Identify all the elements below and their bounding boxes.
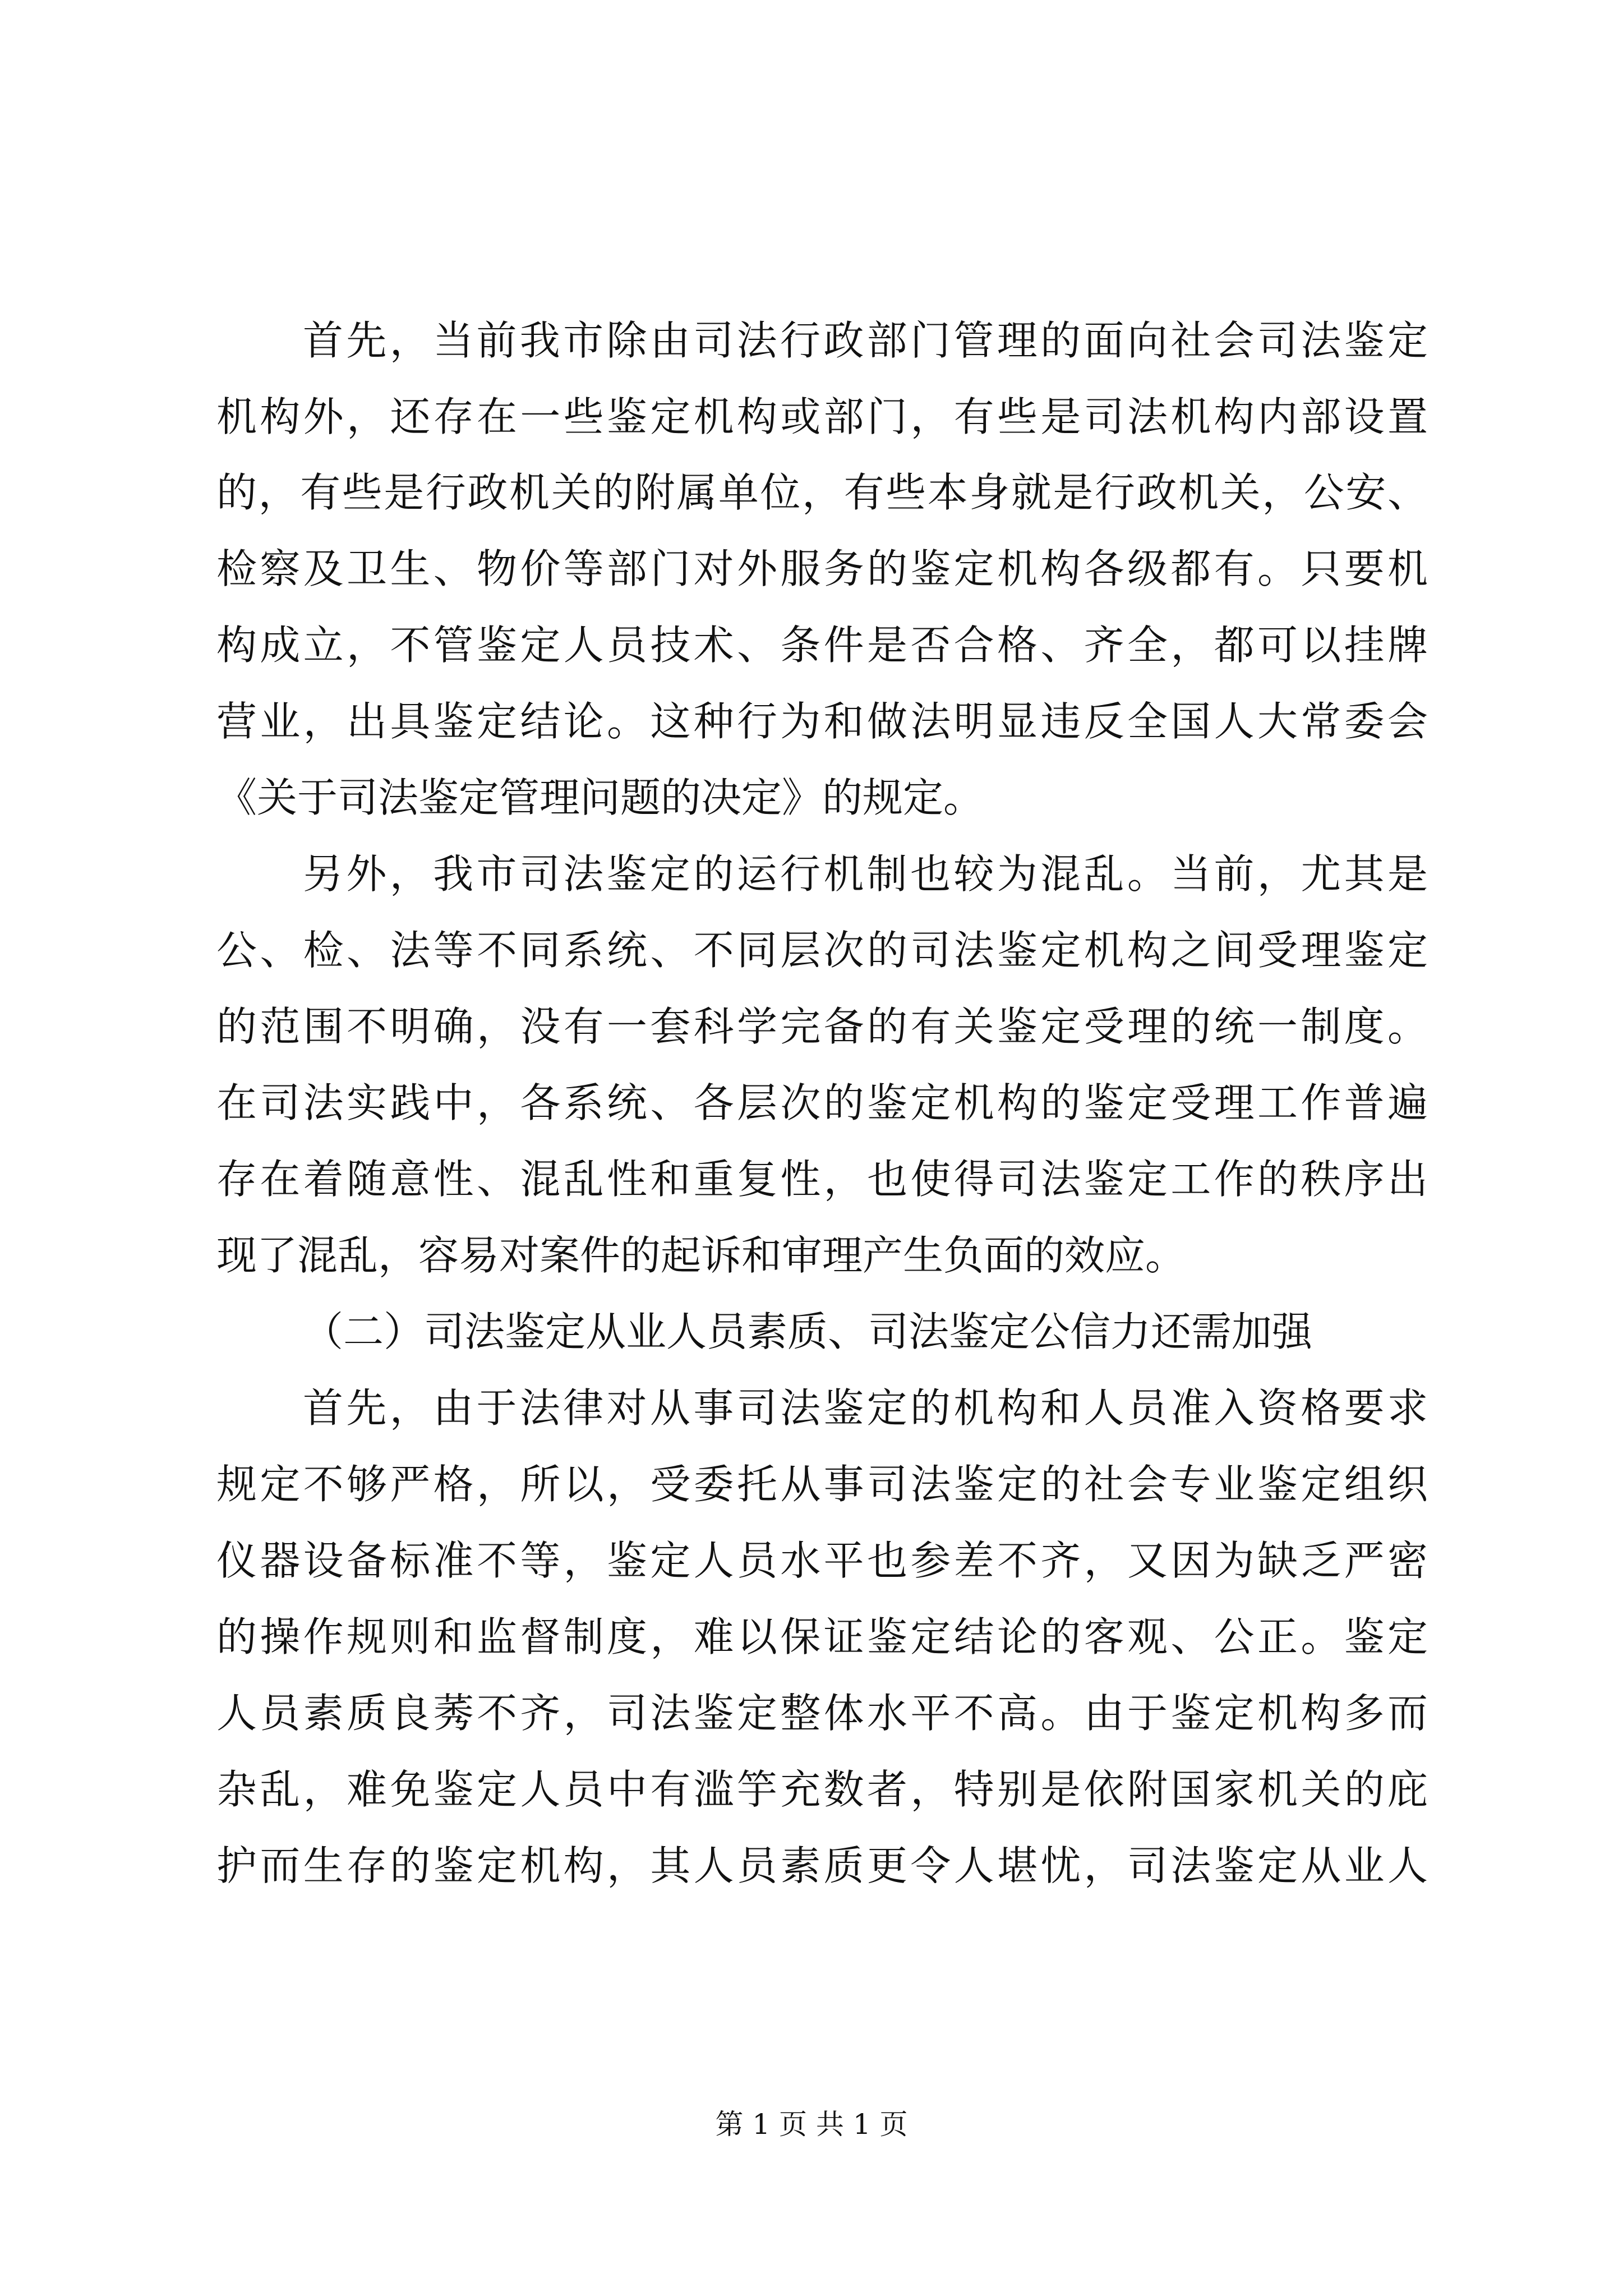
paragraph-1-line-4: 检察及卫生、物价等部门对外服务的鉴定机构各级都有。只要机: [216, 545, 1428, 592]
paragraph-2-line-2: 公、检、法等不同系统、不同层次的司法鉴定机构之间受理鉴定: [216, 927, 1428, 974]
paragraph-2-line-1: 另外，我市司法鉴定的运行机制也较为混乱。当前，尤其是: [303, 850, 1428, 898]
paragraph-3-line-3: 仪器设备标准不等，鉴定人员水平也参差不齐，又因为缺乏严密: [216, 1537, 1428, 1584]
paragraph-1-line-3: 的，有些是行政机关的附属单位，有些本身就是行政机关，公安、: [216, 469, 1428, 516]
paragraph-3-line-1: 首先，由于法律对从事司法鉴定的机构和人员准入资格要求: [303, 1384, 1428, 1432]
paragraph-3-line-4: 的操作规则和监督制度，难以保证鉴定结论的客观、公正。鉴定: [216, 1613, 1428, 1660]
paragraph-2-line-6: 现了混乱，容易对案件的起诉和审理产生负面的效应。: [216, 1232, 1186, 1279]
paragraph-2-line-3: 的范围不明确，没有一套科学完备的有关鉴定受理的统一制度。: [216, 1003, 1428, 1050]
paragraph-3-line-7: 护而生存的鉴定机构，其人员素质更令人堪忧，司法鉴定从业人: [216, 1842, 1428, 1889]
paragraph-1-line-6: 营业，出具鉴定结论。这种行为和做法明显违反全国人大常委会: [216, 698, 1428, 745]
paragraph-1-line-5: 构成立，不管鉴定人员技术、条件是否合格、齐全，都可以挂牌: [216, 622, 1428, 669]
paragraph-3-line-5: 人员素质良莠不齐，司法鉴定整体水平不高。由于鉴定机构多而: [216, 1690, 1428, 1737]
paragraph-3-line-2: 规定不够严格，所以，受委托从事司法鉴定的社会专业鉴定组织: [216, 1461, 1428, 1508]
paragraph-1-line-7: 《关于司法鉴定管理问题的决定》的规定。: [216, 774, 984, 821]
page-footer: 第 1 页 共 1 页: [715, 2108, 908, 2141]
paragraph-2-line-5: 存在着随意性、混乱性和重复性，也使得司法鉴定工作的秩序出: [216, 1156, 1428, 1203]
paragraph-1-line-2: 机构外，还存在一些鉴定机构或部门，有些是司法机构内部设置: [216, 393, 1428, 440]
section-heading: （二）司法鉴定从业人员素质、司法鉴定公信力还需加强: [303, 1308, 1313, 1355]
paragraph-3-line-6: 杂乱，难免鉴定人员中有滥竽充数者，特别是依附国家机关的庇: [216, 1766, 1428, 1813]
paragraph-2-line-4: 在司法实践中，各系统、各层次的鉴定机构的鉴定受理工作普遍: [216, 1079, 1428, 1126]
paragraph-1-line-1: 首先，当前我市除由司法行政部门管理的面向社会司法鉴定: [303, 317, 1428, 364]
